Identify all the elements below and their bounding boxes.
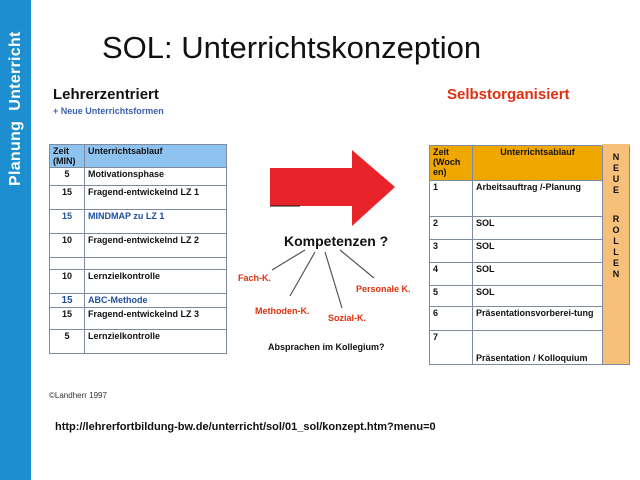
cell-zeit: 5 <box>50 168 85 186</box>
header-ablauf: Unterrichtsablauf <box>473 145 603 180</box>
table-row <box>430 216 630 239</box>
cell-zeit: 15 <box>50 210 85 234</box>
sidebar-word-planung: Planung <box>7 120 24 186</box>
cell-ablauf: Präsentation / Kolloquium <box>473 330 603 364</box>
cell-zeit: 7 <box>430 330 473 364</box>
cell-ablauf: SOL <box>473 239 603 262</box>
table-row <box>50 294 227 308</box>
neue-rollen-letter: O <box>612 225 620 235</box>
neue-rollen-gap <box>603 196 629 214</box>
table-header-row <box>50 145 227 168</box>
neue-rollen-letter: E <box>612 258 619 268</box>
left-heading: Lehrerzentriert <box>53 86 159 103</box>
neue-rollen-column <box>603 145 630 364</box>
left-subheading: + Neue Unterrichtsformen <box>53 106 164 116</box>
cell-ablauf <box>85 258 227 270</box>
methoden-kompetenz-label: Methoden-K. <box>255 306 310 316</box>
arrow-right-icon <box>270 150 395 228</box>
neue-rollen-letter: E <box>612 185 619 195</box>
cell-zeit: 5 <box>50 330 85 354</box>
table-row <box>50 258 227 270</box>
neue-rollen-letter: R <box>612 214 620 224</box>
right-heading: Selbstorganisiert <box>447 86 570 103</box>
cell-zeit: 15 <box>50 308 85 330</box>
fach-kompetenz-label: Fach-K. <box>238 273 272 283</box>
cell-zeit: 6 <box>430 306 473 330</box>
sozial-kompetenz-label: Sozial-K. <box>328 313 367 323</box>
sidebar-bar <box>0 0 31 480</box>
table-row <box>430 239 630 262</box>
neue-rollen-letter: L <box>613 247 619 257</box>
cell-zeit <box>50 258 85 270</box>
cell-ablauf: Arbeitsauftrag /-Planung <box>473 180 603 216</box>
header-zeit: Zeit (MIN) <box>50 145 85 168</box>
cell-ablauf: Präsentationsvorberei-tung <box>473 306 603 330</box>
neue-rollen-letter: L <box>613 236 619 246</box>
sidebar-word-unterricht: Unterricht <box>7 31 24 111</box>
cell-ablauf: Fragend-entwickelnd LZ 2 <box>85 234 227 258</box>
cell-ablauf: Fragend-entwickelnd LZ 3 <box>85 308 227 330</box>
table-row <box>430 306 630 330</box>
table-row <box>430 180 630 216</box>
table-header-row <box>430 145 630 180</box>
cell-ablauf: ABC-Methode <box>85 294 227 308</box>
copyright-note: ©Landherr 1997 <box>49 391 107 400</box>
cell-ablauf: Motivationsphase <box>85 168 227 186</box>
neue-rollen-letter: U <box>612 174 620 184</box>
cell-ablauf: MINDMAP zu LZ 1 <box>85 210 227 234</box>
neue-rollen-letter: N <box>612 269 620 279</box>
personale-kompetenz-label: Personale K. <box>356 284 411 294</box>
lehrerzentriert-table <box>49 144 227 354</box>
cell-ablauf: SOL <box>473 262 603 285</box>
cell-ablauf: SOL <box>473 285 603 306</box>
table-row <box>50 330 227 354</box>
table-row <box>50 168 227 186</box>
table-row <box>50 234 227 258</box>
table-row <box>430 285 630 306</box>
cell-ablauf: SOL <box>473 216 603 239</box>
cell-zeit: 4 <box>430 262 473 285</box>
cell-zeit: 15 <box>50 294 85 308</box>
table-row <box>430 262 630 285</box>
cell-ablauf: Lernzielkontrolle <box>85 270 227 294</box>
cell-zeit: 10 <box>50 270 85 294</box>
table-row <box>50 186 227 210</box>
cell-zeit: 1 <box>430 180 473 216</box>
cell-zeit: 15 <box>50 186 85 210</box>
table-row <box>50 308 227 330</box>
cell-ablauf: Fragend-entwickelnd LZ 1 <box>85 186 227 210</box>
kompetenzen-heading: Kompetenzen ? <box>284 233 389 249</box>
table-row <box>50 210 227 234</box>
neue-rollen-letter: N <box>612 152 620 162</box>
cell-zeit: 3 <box>430 239 473 262</box>
sidebar-label <box>5 0 27 186</box>
table-row <box>430 330 630 364</box>
header-zeit: Zeit (Woch en) <box>430 145 473 180</box>
header-ablauf: Unterrichtsablauf <box>85 145 227 168</box>
table-row <box>50 270 227 294</box>
cell-zeit: 5 <box>430 285 473 306</box>
cell-ablauf: Lernzielkontrolle <box>85 330 227 354</box>
neue-rollen-text <box>603 146 629 280</box>
cell-zeit: 2 <box>430 216 473 239</box>
cell-zeit: 10 <box>50 234 85 258</box>
absprachen-text: Absprachen im Kollegium? <box>268 342 385 352</box>
source-url[interactable]: http://lehrerfortbildung-bw.de/unterricht/sol/01_sol/konzept.htm?menu=0 <box>55 421 436 433</box>
selbstorganisiert-table <box>429 144 630 365</box>
neue-rollen-letter: E <box>612 163 619 173</box>
slide-title: SOL: Unterrichtskonzeption <box>102 30 482 65</box>
